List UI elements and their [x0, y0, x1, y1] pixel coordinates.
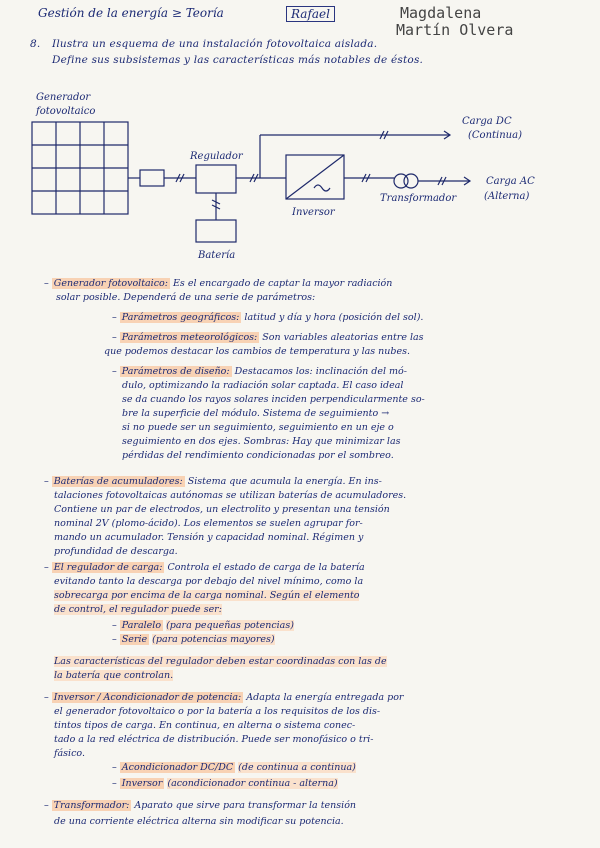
battery-line-3: Contiene un par de electrodos, un electrolito y presentan una tensión: [54, 504, 390, 515]
param-design-line-5: si no puede ser un seguimiento, seguimiento en un eje o: [122, 422, 394, 433]
transformer-label: Transformador: [380, 193, 457, 204]
regulator-parallel-title: Paralelo: [121, 620, 162, 631]
inverter-dcdc-text: (de continua a continua): [238, 762, 356, 773]
generator-line-2: solar posible. Dependerá de una serie de parámetros:: [56, 292, 316, 303]
pv-installation-diagram: [0, 0, 600, 270]
section-regulator: – El regulador de carga: Controla el estado de carga de la batería: [44, 562, 365, 573]
inverter-title: Inversor / Acondicionador de potencia:: [53, 692, 242, 703]
generator-label-1: Generador: [36, 92, 91, 103]
param-weather: – Parámetros meteorológicos: Son variables aleatorias entre las: [112, 332, 424, 343]
regulator-line-4: de control, el regulador puede ser:: [54, 604, 222, 615]
question-line-2: Define sus subsistemas y las características más notables de éstos.: [52, 54, 424, 66]
param-design-line-3: se da cuando los rayos solares inciden perpendicularmente so-: [122, 394, 425, 405]
section-generator: – Generador fotovoltaico: Es el encargado de captar la mayor radiación: [44, 278, 393, 289]
generator-title: Generador fotovoltaico:: [53, 278, 168, 289]
regulator-series-text: (para potencias mayores): [152, 634, 275, 645]
ac-load-label-2: (Alterna): [484, 191, 530, 202]
battery-label: Batería: [198, 250, 236, 261]
inverter-label: Inversor: [292, 207, 335, 218]
battery-shape: [196, 220, 236, 242]
transformer-title: Transformador:: [53, 800, 130, 811]
inverter-line-3: tintos tipos de carga. En continua, en alterna o sistema conec-: [54, 720, 356, 731]
param-design-line-4: bre la superficie del módulo. Sistema de seguimiento →: [122, 408, 390, 419]
inverter-line-2: el generador fotovoltaico o por la batería a los requisitos de los dis-: [54, 706, 381, 717]
param-design: – Parámetros de diseño: Destacamos los: inclinación del mó-: [112, 366, 407, 377]
transformer-coil-b: [404, 174, 418, 188]
teacher-stamp: Rafael: [286, 6, 335, 22]
battery-line-4: nominal 2V (plomo-ácido). Los elementos se suelen agrupar for-: [54, 518, 363, 529]
regulator-shape: [196, 165, 236, 193]
ac-load-label-1: Carga AC: [486, 176, 535, 187]
section-battery: – Baterías de acumuladores: Sistema que acumula la energía. En ins-: [44, 476, 382, 487]
transformer-line-2: de una corriente eléctrica alterna sin modificar su potencia.: [54, 816, 344, 827]
generator-line-1: Es el encargado de captar la mayor radiación: [173, 278, 393, 289]
regulator-parallel-text: (para pequeñas potencias): [166, 620, 294, 631]
regulator-line-3: sobrecarga por encima de la carga nominal. Según el elemento: [54, 590, 360, 601]
param-geographic-text: latitud y día y hora (posición del sol).: [244, 312, 424, 323]
regulator-line-1: Controla el estado de carga de la batería: [167, 562, 365, 573]
param-weather-title: Parámetros meteorológicos:: [121, 332, 258, 343]
battery-line-1: Sistema que acumula la energía. En ins-: [187, 476, 382, 487]
param-design-text: Destacamos los: inclinación del mó-: [234, 366, 407, 377]
course-title: Gestión de la energía ≥ Teoría: [38, 6, 224, 20]
inverter-option-inverter: – Inversor (acondicionador continua - alterna): [112, 778, 338, 789]
regulator-note-2: la batería que controlan.: [54, 670, 174, 681]
regulator-title: El regulador de carga:: [53, 562, 163, 573]
param-design-line-2: dulo, optimizando la radiación solar captada. El caso ideal: [122, 380, 404, 391]
dc-load-label-1: Carga DC: [462, 116, 512, 127]
regulator-option-parallel: – Paralelo (para pequeñas potencias): [112, 620, 294, 631]
dc-load-label-2: (Continua): [468, 130, 522, 141]
param-geographic: – Parámetros geográficos: latitud y día y hora (posición del sol).: [112, 312, 424, 323]
battery-line-2: talaciones fotovoltaicas autónomas se utilizan baterías de acumuladores.: [54, 490, 407, 501]
param-design-line-6: seguimiento en dos ejes. Sombras: Hay que minimizar las: [122, 436, 401, 447]
student-name-1: Magdalena: [400, 4, 482, 22]
battery-line-6: profundidad de descarga.: [54, 546, 178, 557]
regulator-note-1: Las características del regulador deben estar coordinadas con las de: [54, 656, 387, 667]
param-weather-text: Son variables aleatorias entre las: [262, 332, 424, 343]
section-inverter: – Inversor / Acondicionador de potencia: Adapta la energía entregada por: [44, 692, 404, 703]
question-line-1: Ilustra un esquema de una instalación fotovoltaica aislada.: [52, 38, 378, 50]
generator-label-2: fotovoltaico: [36, 106, 96, 117]
inverter-line-5: fásico.: [54, 748, 85, 759]
param-design-line-7: pérdidas del rendimiento condicionadas por el sombreo.: [122, 450, 394, 461]
battery-line-5: mando un acumulador. Tensión y capacidad nominal. Régimen y: [54, 532, 364, 543]
inverter-dcdc-title: Acondicionador DC/DC: [121, 762, 234, 773]
section-transformer: – Transformador: Aparato que sirve para transformar la tensión: [44, 800, 357, 811]
battery-title: Baterías de acumuladores:: [53, 476, 183, 487]
param-geographic-title: Parámetros geográficos:: [121, 312, 240, 323]
inverter-inverter-title: Inversor: [121, 778, 163, 789]
inverter-option-dcdc: – Acondicionador DC/DC (de continua a continua): [112, 762, 356, 773]
regulator-line-2: evitando tanto la descarga por debajo del nivel mínimo, como la: [54, 576, 364, 587]
param-design-title: Parámetros de diseño:: [121, 366, 230, 377]
param-weather-line-2: que podemos destacar los cambios de temperatura y las nubes.: [104, 346, 411, 357]
inverter-line-4: tado a la red eléctrica de distribución. Puede ser monofásico o tri-: [54, 734, 374, 745]
transformer-line-1: Aparato que sirve para transformar la tensión: [134, 800, 357, 811]
regulator-series-title: Serie: [121, 634, 148, 645]
question-number: 8.: [30, 38, 41, 50]
regulator-label: Regulador: [190, 151, 243, 162]
inverter-inverter-text: (acondicionador continua - alterna): [167, 778, 338, 789]
inverter-line-1: Adapta la energía entregada por: [246, 692, 404, 703]
student-name-2: Martín Olvera: [396, 21, 514, 39]
regulator-option-series: – Serie (para potencias mayores): [112, 634, 275, 645]
